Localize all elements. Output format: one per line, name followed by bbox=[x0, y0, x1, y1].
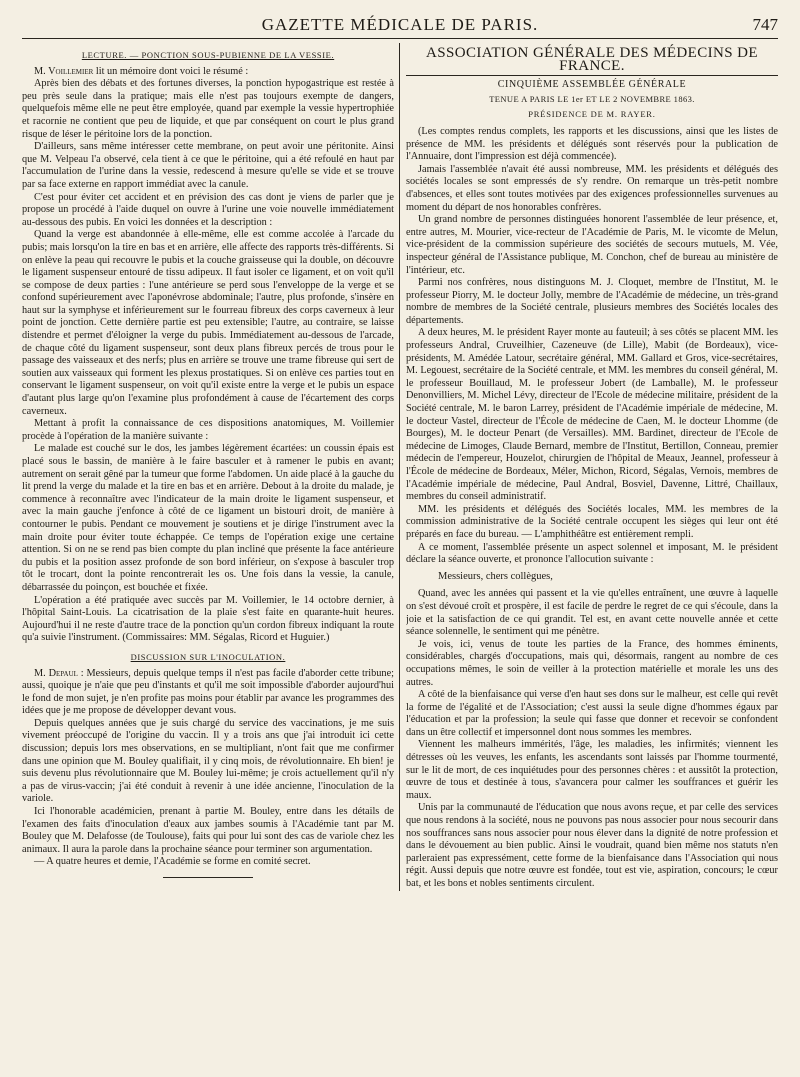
speech-paragraph: Viennent les malheurs immérités, l'âge, les maladies, les infirmités; viennent les détresses où les veuves, les enfants, les ascendants sont laissés par l'homme tourmenté, sur le lit de mort, de ces inquiétudes pour des personnes chères : et aussitôt la protection, œuvre de tous et destinée à tous, s'avancera pour calmer les souffrances et guérir les maux. bbox=[406, 739, 778, 801]
speech-paragraph: Quand, avec les années qui passent et la vie qu'elles entraînent, une œuvre à laquelle on s'est dévoué croît et prospère, il est facile de perdre le regret de ce qui s'écoule, dans la joie et la satisfaction de ce qui grandit. Tel est, en avant cette nouvelle année et cette séance solennelle, le sentiment qui me pénètre. bbox=[406, 588, 778, 638]
article-paragraph: A deux heures, M. le président Rayer monte au fauteuil; à ses côtés se placent MM. les professeurs Andral, Cruveilhier, Cazeneuve (de Lille), Mabit (de Bordeaux), vice-présidents, M. Amédée Latour, secrétaire général, MM. Gallard et Gros, vice-secrétaires, M. Legouest, secrétaire de la Société centrale, et MM. les membres du conseil général, M. le professeur Bouillaud, M. le professeur Jobert (de Lamballe), M. le professeur Denonvilliers, M. Michel Lévy, directeur de l'Ecole de médecine militaire, président de la Société centrale, M. le baron Larrey, président de l'Académie impériale de médecine, M. le docteur Vastel, directeur de l'École de médecine de Caen, M. le docteur Lhomme (de Bourges), M. le docteur Penart (de Versailles). MM. Bardinet, directeur de l'Ecole de médecine de Limoges, Claude Bernard, membre de l'Institut, Bertillon, Conneau, premier médecin de l'empereur, Houzelot, chirurgien de l'hôpital de Meaux, Jeannel, professeur à l'École de médecine de Bordeaux, Méler, Michon, Ricord, Ségalas, Vernois, membres de l'Académie impériale de médecine, Paul Andral, Bosviel, Davenne, Littré, Chaillaux, membres du conseil administratif. bbox=[406, 327, 778, 503]
article-paragraph: Ici l'honorable académicien, prenant à partie M. Bouley, entre dans les détails de l'examen des faits d'inoculation d'eaux aux jambes soumis à l'Académie tant par M. Bouley que M. Delafosse (de Toulouse), faits qui pour lui sont des cas de variole chez les animaux. Il aura la parole dans la prochaine séance pour terminer son argumentation. bbox=[22, 806, 394, 855]
article-paragraph: Après bien des débats et des fortunes diverses, la ponction hypogastrique est restée à peu près seule dans la pratique; mais elle n'est pas toujours exempte de dangers, quelquefois même elle ne peut être employée, quand par exemple la vessie hypertrophiée et racornie ne contient que peu de liquide, et que par conséquent on court le plus grand risque de léser le péritoine lors de la ponction. bbox=[22, 78, 394, 140]
closing-paragraph: — A quatre heures et demie, l'Académie se forme en comité secret. bbox=[34, 856, 311, 868]
association-title: ASSOCIATION GÉNÉRALE DES MÉDECINS DE FRANCE. bbox=[406, 47, 778, 76]
assembly-dates: TENUE A PARIS LE 1er ET LE 2 NOVEMBRE 1863. bbox=[489, 93, 695, 104]
article-paragraph: Quand la verge est abandonnée à elle-même, elle est comme accolée à l'arcade du pubis; mais lorsqu'on la tire en bas et en arrière, elle affecte des rapports très-différents. Si on enlève la peau qui recouvre le pubis et la couche graisseuse qui la double, on découvre le ligament suspenseur entouré de tissu adipeux. Il faut isoler ce ligament, et on voit qu'il se compose de deux parties : l'une antérieure se perd sous l'enveloppe de la verge et se confond supérieurement avec l'aponévrose abdominale; l'autre, plus profonde, s'insère en haut sur la symphyse et inférieurement sur le fourreau fibreux des corps caverneux à leur point de jonction. Cette dernière partie est peu extensible; l'autre, au contraire, se laisse distendre et permet d'éloigner la verge du pubis. Immédiatement au-dessous de l'arcade, de chaque côté du ligament suspenseur, sont deux plans fibreux percés de trous pour le passage des vaisseaux et des nerfs; plus en arrière se trouve une trame fibreuse qui sert de soutien aux vaisseaux qui forment les plexus prostatiques. Si on enlève ces parties tout en conservant le ligament suspenseur, on voit qu'il existe entre la verge et le pubis un espace d'autant plus large qu'on l'examine plus profondément à cause de l'écartement des corps caverneux. bbox=[22, 229, 394, 417]
intro-paragraph: M. Voillemier lit un mémoire dont voici le résumé : bbox=[34, 65, 249, 77]
depaul-paragraph: M. Depaul : Messieurs, depuis quelque temps il n'est pas facile d'aborder cette tribune; aussi, quoique je n'aie que peu d'instants et qu'il me soit impossible d'aborder aujourd'hui le fond de mon sujet, je n'en profite pas moins pour établir par avance les programmes des idées que je me propose de développer devant vous. bbox=[22, 667, 394, 717]
page-number: 747 bbox=[752, 15, 778, 34]
article-paragraph: Parmi nos confrères, nous distinguons M. J. Cloquet, membre de l'Institut, M. le professeur Piorry, M. le docteur Jolly, membre de l'Académie de médecine, un très-grand nombre de membres de la Société centrale, plusieurs membres des Sociétés locales des départements. bbox=[406, 277, 778, 326]
article-paragraph: Jamais l'assemblée n'avait été aussi nombreuse, MM. les présidents et délégués des sociétés locales se sont empressés de s'y rendre. On remarque un très-petit nombre d'absences, et elles sont toutes motivées par des exigences professionnelles survenues au moment du départ de nos honorables confrères. bbox=[406, 163, 778, 213]
article-paragraph: Mettant à profit la connaissance de ces dispositions anatomiques, M. Voillemier procède à l'opération de la manière suivante : bbox=[22, 418, 394, 442]
assembly-subtitle: CINQUIÈME ASSEMBLÉE GÉNÉRALE bbox=[497, 79, 687, 91]
column-divider bbox=[399, 43, 400, 891]
speech-paragraph: A côté de la bienfaisance qui verse d'en haut ses dons sur le malheur, est celle qui revêt la forme de l'égalité et de l'Association; c'est aussi la seule digne d'hommes égaux par l'éducation et par la profession; la seule qui fasse que donner et recevoir se confondent dans un être collectif et impersonnel dont nous sommes les membres. bbox=[406, 689, 778, 738]
article-paragraph: Depuis quelques années que je suis chargé du service des vaccinations, je me suis vivement préoccupé de l'origine du vaccin. Il y a trois ans que j'ai introduit ici cette discussion; depuis lors mes observations, en se multipliant, n'ont fait que me confirmer dans une opinion que M. Bouley qualifiait, il y cinq mois, de révolutionnaire. Eh bien! je suis devenu plus révolutionnaire que M. Bouley lui-même; je crois actuellement qu'il n'y a pas de virus-vaccin; j'ai été conduit à revenir à une idée ancienne, l'inoculation de la variole. bbox=[22, 717, 394, 805]
article-paragraph: C'est pour éviter cet accident et en prévision des cas dont je viens de parler que je propose un procédé à l'aide duquel on ouvre à l'urine une voie nouvelle immédiatement au-dessous des pubis. En voici les données et la description : bbox=[22, 191, 394, 228]
article-paragraph: A ce moment, l'assemblée présente un aspect solennel et imposant, M. le président déclare la séance ouverte, et prononce l'allocution suivante : bbox=[406, 541, 778, 566]
presidency-line: PRÉSIDENCE DE M. RAYER. bbox=[528, 109, 656, 120]
journal-title: GAZETTE MÉDICALE DE PARIS. bbox=[261, 15, 539, 34]
article-paragraph: Un grand nombre de personnes distinguées honorent l'assemblée de leur présence, et, entre autres, M. Mourier, vice-recteur de l'Académie de Paris, M. le vicomte de Melun, vice-président de la commission supérieure des sociétés de secours mutuels, M. Vée, inspecteur général de l'Assistance publique, M. Conchon, chef de bureau au ministère de l'intérieur, etc. bbox=[406, 214, 778, 276]
article-paragraph: Le malade est couché sur le dos, les jambes légèrement écartées: un coussin épais est placé sous le bassin, de manière à le faire basculer et à ramener le pubis en avant; autrement on serait gêné par la tumeur que forme l'abdomen. Un aide placé à la gauche du lit prend la verge du malade et la tire en bas et en arrière. Debout à la droite du malade, je commence à reconnaître avec l'indicateur de la main droite le ligament suspenseur, et avec la main gauche j'enfonce à côté de ce ligament un bistouri droit, de manière à contourner le pubis. Pendant ce mouvement je soutiens et je dirige l'instrument avec la main droite pour éviter toute échappée. Ce temps de l'opération exige une certaine attention. Si on ne se rend pas bien compte du plan incliné que présente la face antérieure du pubis et la position assez profonde de son bord inférieur, on s'expose à basculer trop tôt le trocart, dont la pointe rencontrerait les os. Une fois dans la vessie, la canule, débarrassée du poinçon, est bouchée et fixée. bbox=[22, 443, 394, 593]
right-column bbox=[406, 43, 778, 891]
section-title-inoculation: DISCUSSION SUR L'INOCULATION. bbox=[130, 651, 286, 662]
section-title-ponction: LECTURE. — PONCTION SOUS-PUBIENNE DE LA VESSIE. bbox=[81, 50, 335, 60]
end-rule bbox=[163, 877, 253, 878]
left-column bbox=[22, 43, 394, 891]
article-paragraph: D'ailleurs, sans même intéresser cette membrane, on peut avoir une péritonite. Ainsi que M. Velpeau l'a observé, cela tient à ce que le péritoine, qui a été refoulé en haut par l'accumulation de l'urine dans la vessie, redescend à mesure qu'elle se vide et se trouve par sa face externe en rapport immédiat avec la canule. bbox=[22, 141, 394, 190]
article-paragraph: MM. les présidents et délégués des Sociétés locales, MM. les membres de la commission administrative de la Société centrale occupent les sièges qui leur ont été préparés en face du bureau. — L'amphithéâtre est entièrement rempli. bbox=[406, 503, 778, 540]
two-column-body bbox=[22, 43, 778, 891]
page-header bbox=[22, 12, 778, 39]
salutation: Messieurs, chers collègues, bbox=[438, 570, 553, 582]
speech-paragraph: Unis par la communauté de l'éducation que nous avons reçue, et par celle des services que nous rendons à la société, nous ne pouvons pas nous associer pour nous secourir dans nos souffrances sans nous associer pour nous élever dans la dignité de notre profession et dans le dévouement au bien public. Ainsi le voudrait, quand bien même nos statuts n'en parleraient pas expressément, cette forme de la bienfaisance dans l'Association qui nous régit. Aussi depuis que notre œuvre est fondée, tout est vie, aspiration, concours; le cœur bat, et les bons et nobles sentiments circulent. bbox=[406, 802, 778, 889]
article-paragraph: L'opération a été pratiquée avec succès par M. Voillemier, le 14 octobre dernier, à l'hôpital Saint-Louis. La cicatrisation de la plaie s'est faite en quarante-huit heures. Aujourd'hui il ne reste d'autre trace de la ponction qu'un cordon fibreux indiquant la route qu'a suivie l'instrument. (Commissaires: MM. Ségalas, Ricord et Huguier.) bbox=[22, 594, 394, 644]
article-paragraph: (Les comptes rendus complets, les rapports et les discussions, ainsi que les listes de présence de MM. les présidents et délégués sont réservés pour la publication de l'Annuaire, dont l'impression est déjà commencée). bbox=[406, 125, 778, 163]
speech-paragraph: Je vois, ici, venus de toute les parties de la France, des hommes éminents, considérables, chargés d'occupations, mais qui, désormais, rangent au nombre de ces occupations mêmes, le soin de veiller à la protection matérielle et morale les uns des autres. bbox=[406, 638, 778, 688]
